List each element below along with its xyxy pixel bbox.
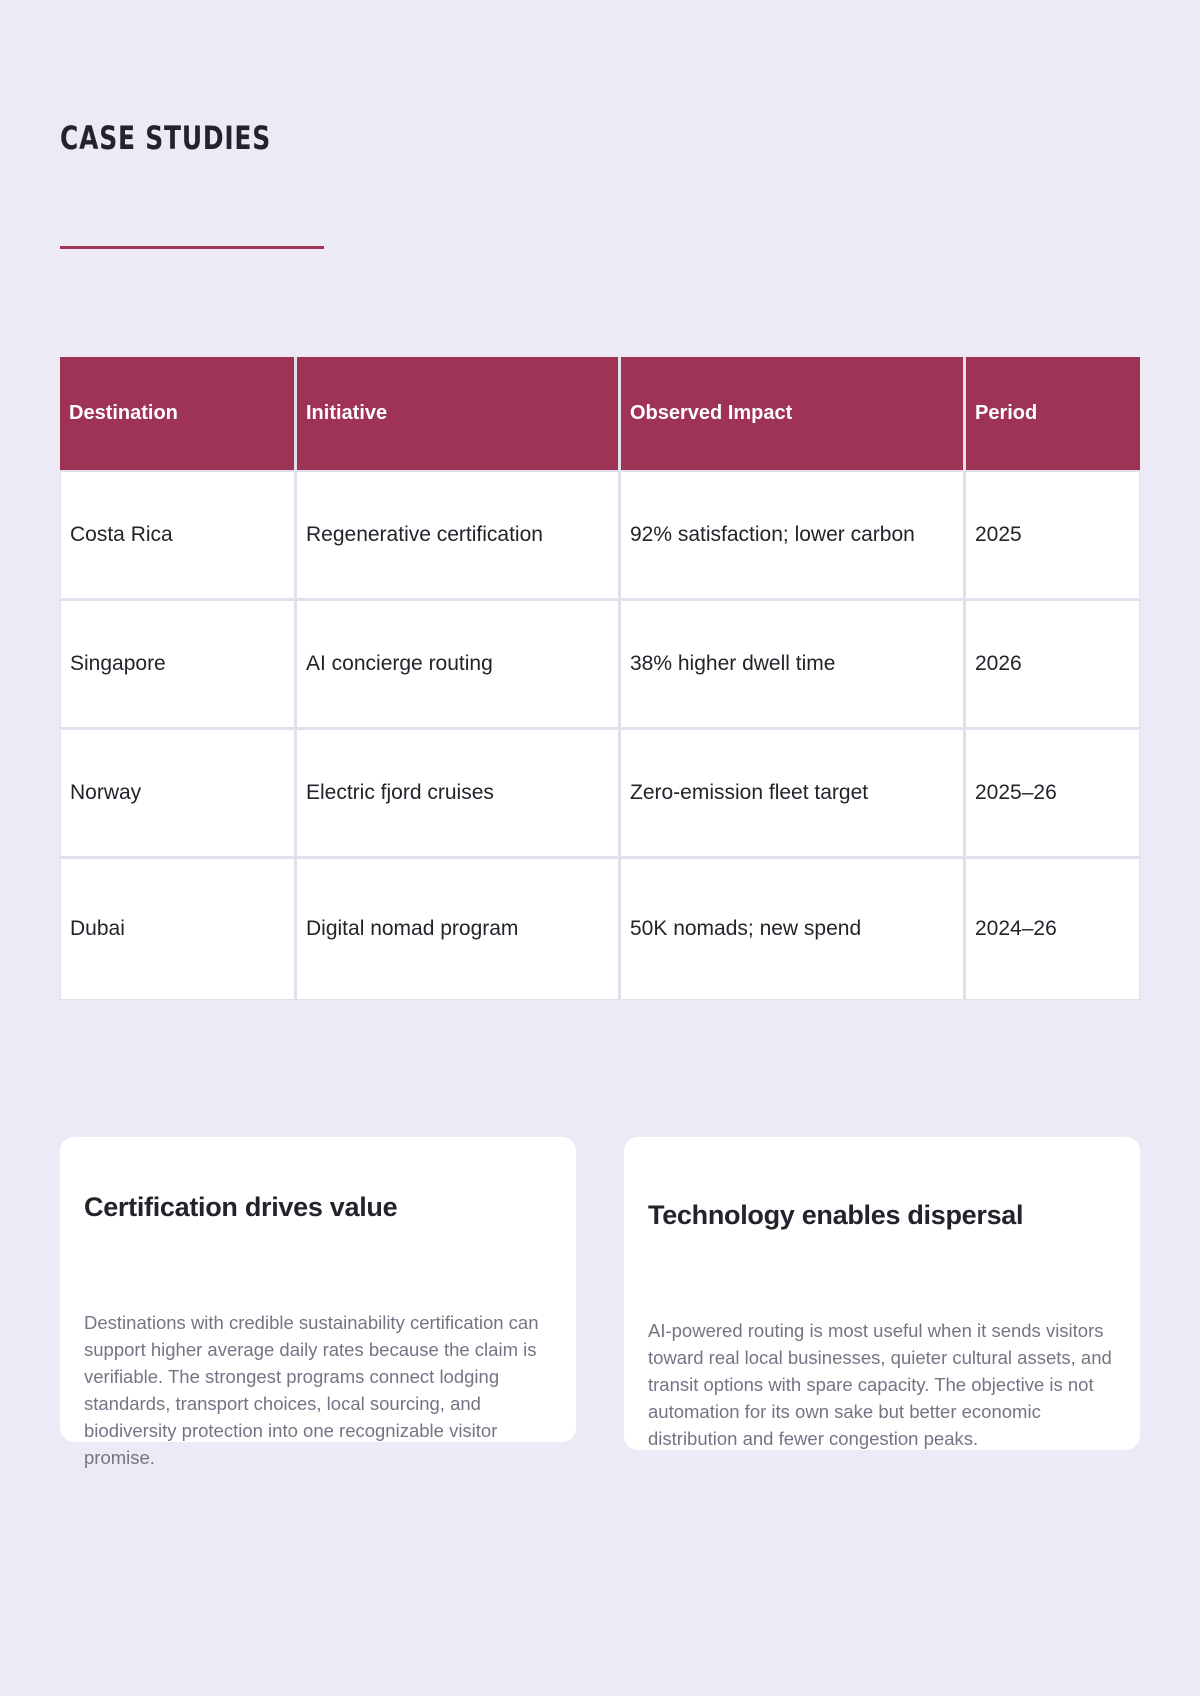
cell-destination: Costa Rica <box>60 472 297 601</box>
table-row <box>60 859 1140 1000</box>
cell-destination: Singapore <box>60 601 297 730</box>
insight-card-certification <box>60 1137 576 1468</box>
insight-card-technology <box>624 1137 1140 1450</box>
case-studies-table <box>60 357 1140 1000</box>
cell-observed-impact: Zero-emission fleet target <box>621 730 966 859</box>
card-title: Certification drives value <box>84 1192 398 1222</box>
card-title: Technology enables dispersal <box>648 1200 1024 1230</box>
cell-destination: Dubai <box>60 859 297 1000</box>
cell-initiative: Digital nomad program <box>297 859 621 1000</box>
cell-observed-impact: 38% higher dwell time <box>621 601 966 730</box>
cell-period: 2025 <box>966 472 1140 601</box>
title-divider <box>60 246 324 249</box>
cell-observed-impact: 50K nomads; new spend <box>621 859 966 1000</box>
card-body: AI-powered routing is most useful when it sends visitors toward real local businesses, quieter cultural assets, and transit options with spare capacity. The objective is not automation for its own sake but better economic distribution and fewer congestion peaks. <box>648 1320 1112 1449</box>
cell-destination: Norway <box>60 730 297 859</box>
page-title: CASE STUDIES <box>60 119 272 157</box>
column-header-observed-impact: Observed Impact <box>621 357 966 472</box>
cell-initiative: AI concierge routing <box>297 601 621 730</box>
table-row <box>60 730 1140 859</box>
table-row <box>60 472 1140 601</box>
table-header-row <box>60 357 1140 472</box>
cell-period: 2024–26 <box>966 859 1140 1000</box>
column-header-destination: Destination <box>60 357 297 472</box>
card-body: Destinations with credible sustainability certification can support higher average daily rates because the claim is verifiable. The strongest programs connect lodging standards, transport choices, local sourcing, and biodiversity protection into one recognizable visitor promise. <box>84 1312 539 1468</box>
cell-period: 2025–26 <box>966 730 1140 859</box>
column-header-initiative: Initiative <box>297 357 621 472</box>
column-header-period: Period <box>966 357 1140 472</box>
cell-initiative: Regenerative certification <box>297 472 621 601</box>
cell-observed-impact: 92% satisfaction; lower carbon <box>621 472 966 601</box>
cell-period: 2026 <box>966 601 1140 730</box>
cell-initiative: Electric fjord cruises <box>297 730 621 859</box>
table-row <box>60 601 1140 730</box>
